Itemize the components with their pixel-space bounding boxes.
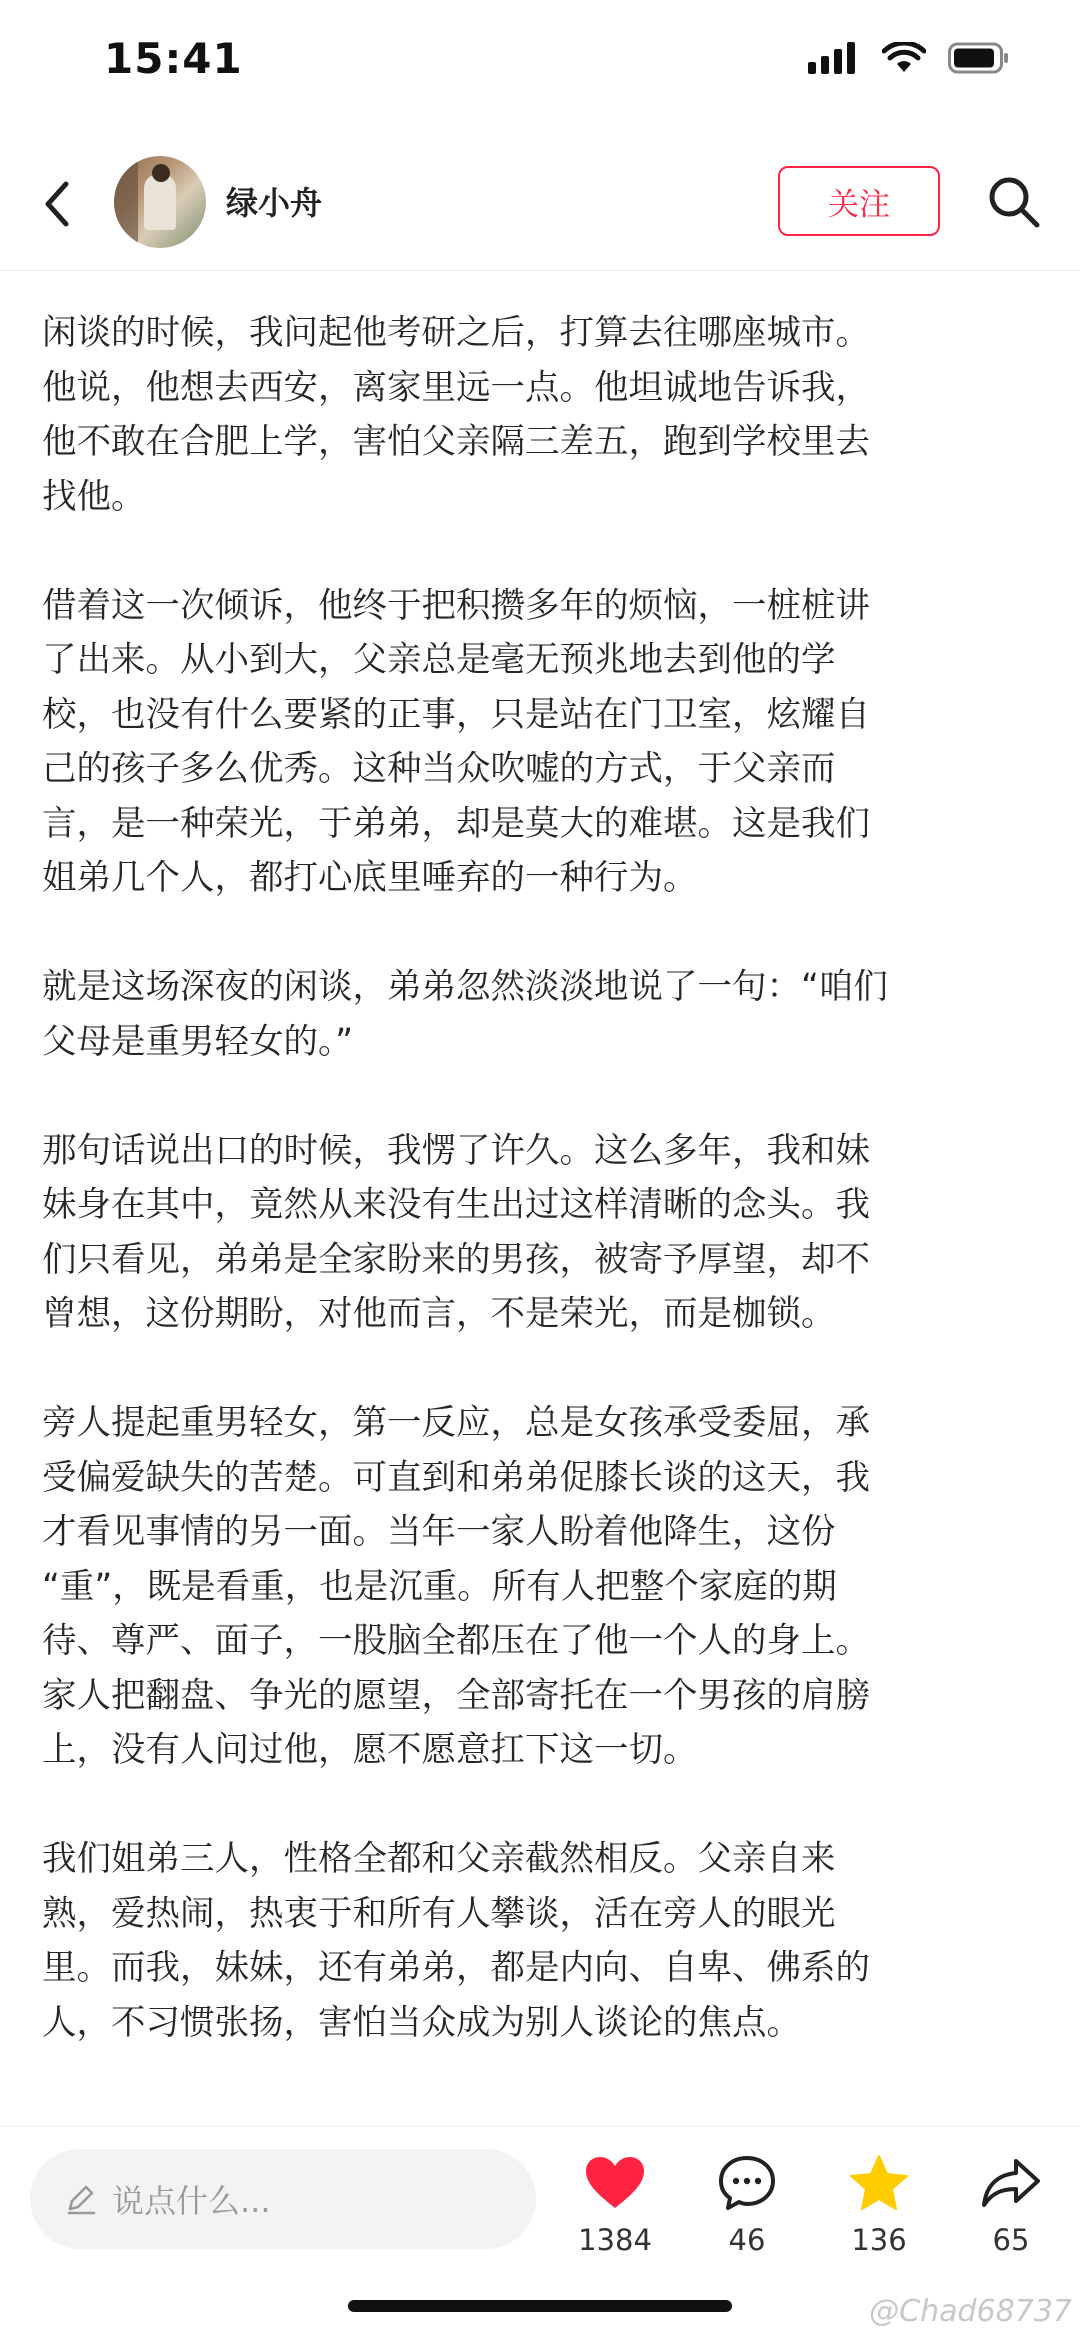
paragraph: 我们姐弟三人，性格全都和父亲截然相反。父亲自来 熟，爱热闹，热衷于和所有人攀谈，活在旁人的眼光 里。而我，妹妹，还有弟弟，都是内向、自卑、佛系的 人，不习惯张扬，害怕当众成为别人谈论的焦点。 bbox=[42, 1839, 870, 2043]
status-bar bbox=[0, 0, 1080, 130]
like-button[interactable] bbox=[560, 2151, 670, 2257]
search-icon bbox=[984, 172, 1044, 232]
watermark: @Chad68737 bbox=[869, 2294, 1072, 2329]
comment-button[interactable] bbox=[692, 2151, 802, 2257]
collect-count: 136 bbox=[851, 2223, 907, 2257]
signal-icon bbox=[808, 42, 860, 74]
paragraph: 就是这场深夜的闲谈，弟弟忽然淡淡地说了一句：“咱们 父母是重男轻女的。” bbox=[42, 967, 888, 1062]
like-count: 1384 bbox=[578, 2223, 652, 2257]
author-name[interactable]: 绿小舟 bbox=[226, 184, 323, 222]
chevron-left-icon bbox=[38, 178, 78, 230]
paragraph: 旁人提起重男轻女，第一反应，总是女孩承受委屈，承 受偏爱缺失的苦楚。可直到和弟弟促膝长谈的这天，我 才看见事情的另一面。当年一家人盼着他降生，这份 “重”，既是看重，也是沉重。所有人把整个家庭的期 待、尊严、面子，一股脑全都压在了他一个人的身上。 家人把翻盘、争光的愿望，全部寄托在一个男孩的肩膀 上，没有人问过他，愿不愿意扛下这一切。 bbox=[42, 1403, 870, 1770]
share-arrow-icon bbox=[980, 2155, 1042, 2211]
avatar[interactable] bbox=[114, 156, 206, 248]
note-header bbox=[0, 150, 1080, 270]
comment-placeholder: 说点什么... bbox=[112, 2182, 271, 2220]
home-indicator[interactable] bbox=[348, 2300, 732, 2312]
star-icon bbox=[848, 2153, 910, 2213]
share-count: 65 bbox=[992, 2223, 1030, 2257]
wifi-icon bbox=[882, 42, 926, 74]
search-button[interactable] bbox=[984, 172, 1044, 232]
paragraph: 借着这一次倾诉，他终于把积攒多年的烦恼，一桩桩讲 了出来。从小到大，父亲总是毫无预兆地去到他的学 校，也没有什么要紧的正事，只是站在门卫室，炫耀自 己的孩子多么优秀。这种当众吹嘘的方式，于父亲而 言，是一种荣光，于弟弟，却是莫大的难堪。这是我们 姐弟几个人，都打心底里唾弃的一种行为。 bbox=[42, 585, 870, 898]
header-divider bbox=[0, 270, 1080, 271]
status-icons bbox=[808, 42, 1010, 74]
chat-bubble-icon bbox=[717, 2154, 777, 2212]
share-button[interactable] bbox=[956, 2151, 1066, 2257]
status-time: 15:41 bbox=[104, 34, 243, 83]
paragraph: 闲谈的时候，我问起他考研之后，打算去往哪座城市。 他说，他想去西安，离家里远一点。他坦诚地告诉我， 他不敢在合肥上学，害怕父亲隔三差五，跑到学校里去 找他。 bbox=[42, 313, 870, 517]
follow-button[interactable]: 关注 bbox=[778, 166, 940, 236]
comment-count: 46 bbox=[728, 2223, 766, 2257]
collect-button[interactable] bbox=[824, 2151, 934, 2257]
back-button[interactable] bbox=[38, 172, 86, 236]
heart-icon bbox=[584, 2155, 646, 2211]
note-content bbox=[42, 306, 1038, 2105]
comment-input[interactable] bbox=[30, 2149, 536, 2249]
paragraph: 那句话说出口的时候，我愣了许久。这么多年，我和妹 妹身在其中，竟然从来没有生出过这样清晰的念头。我 们只看见，弟弟是全家盼来的男孩，被寄予厚望，却不 曾想，这份期盼，对他而言，不是荣光，而是枷锁。 bbox=[42, 1130, 870, 1334]
pencil-icon bbox=[64, 2182, 98, 2216]
battery-icon bbox=[948, 42, 1010, 74]
